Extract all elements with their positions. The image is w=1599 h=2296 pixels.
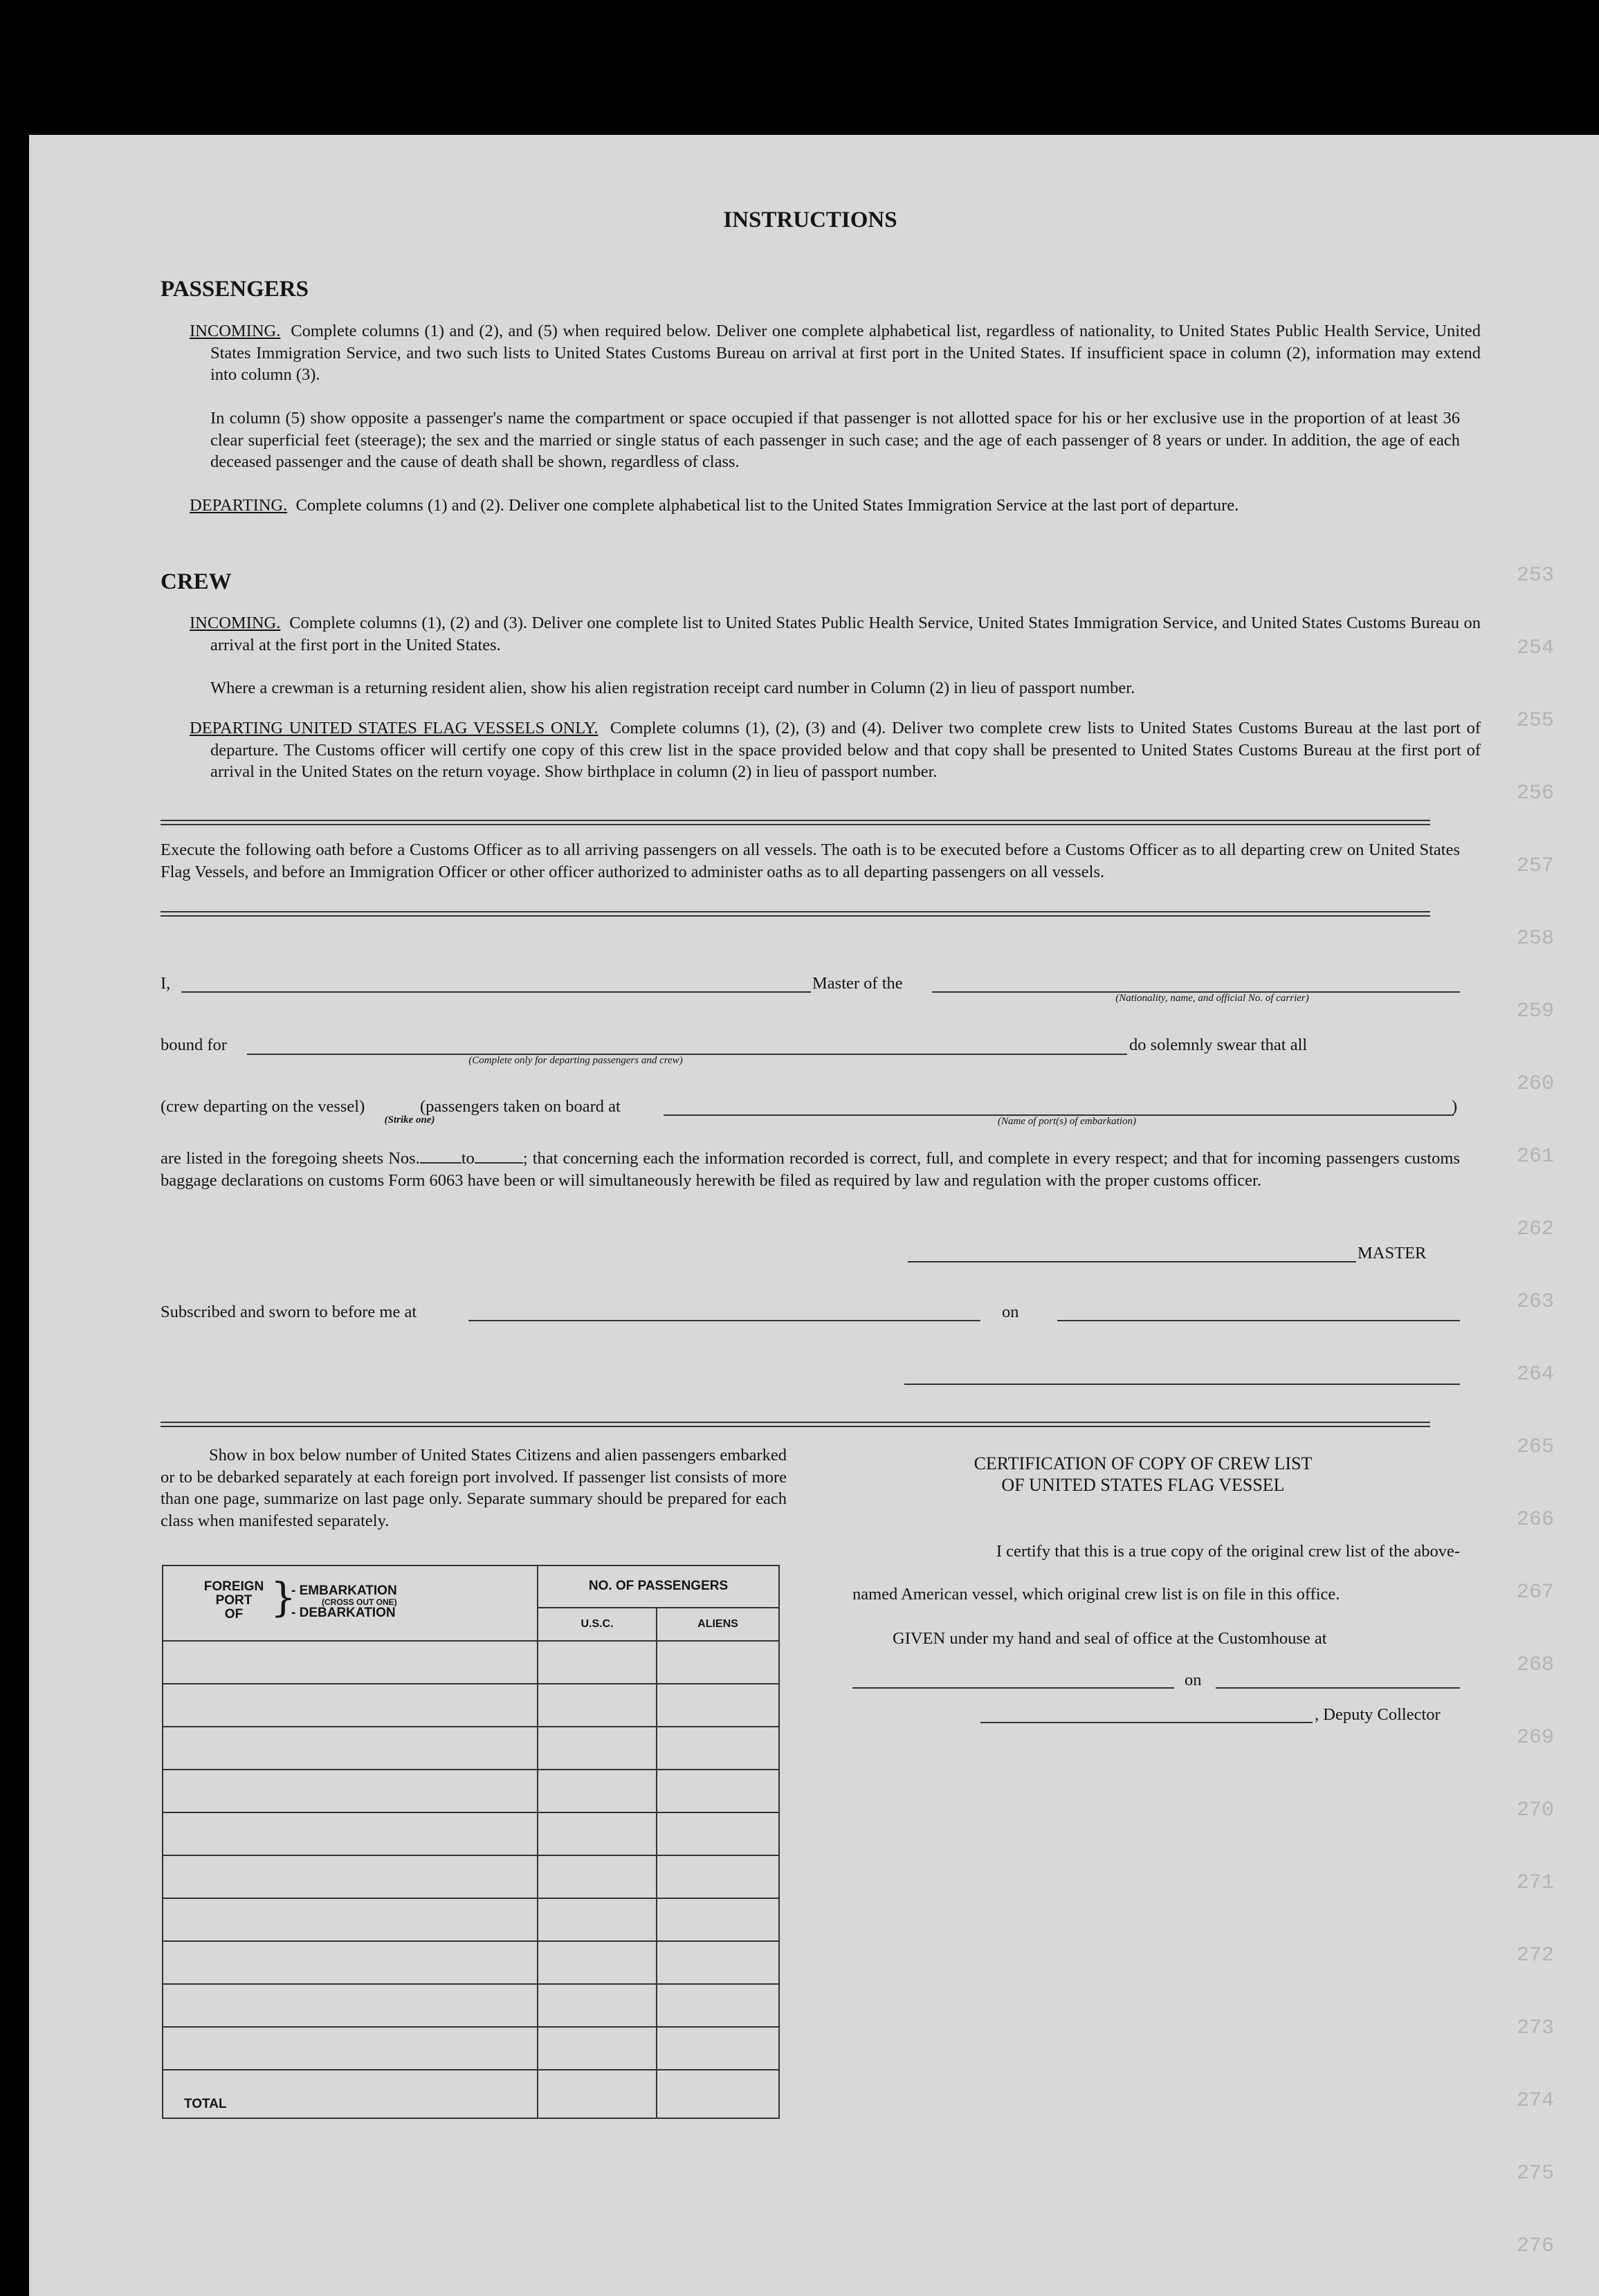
sworn-on-label: on bbox=[1002, 1303, 1019, 1321]
passengers-column5-text: In column (5) show opposite a passenger's name the compartment or space occupied if that passenger is not allotted space for his or her exclusive use in the proportion of at least 36 clear superficial feet (steerage); the sex and the married or single status of each passenger in such case; and the age of each passenger of 8 years or under. In addition, the age of each deceased passenger and the cause of death shall be shown, regardless of class. bbox=[210, 409, 1460, 471]
show-through-number: 260 bbox=[1517, 1072, 1555, 1096]
show-through-number: 272 bbox=[1517, 1944, 1555, 1967]
show-through-number: 274 bbox=[1517, 2089, 1555, 2113]
customhouse-field[interactable] bbox=[852, 1687, 1174, 1689]
aliens-cell[interactable] bbox=[657, 1812, 779, 1855]
show-through-number: 276 bbox=[1517, 2234, 1555, 2258]
oath-i-label: I, bbox=[161, 974, 171, 993]
oath-master-of: Master of the bbox=[812, 974, 903, 993]
rule-double-1 bbox=[161, 820, 1430, 825]
crew-departing bbox=[190, 717, 1481, 783]
oath-passengers-taken: (passengers taken on board at bbox=[420, 1097, 621, 1116]
total-label: TOTAL bbox=[163, 2070, 538, 2118]
table-row bbox=[163, 1941, 779, 1984]
table-row bbox=[163, 1812, 779, 1855]
certification-title-2: OF UNITED STATES FLAG VESSEL bbox=[1001, 1475, 1285, 1495]
aliens-cell[interactable] bbox=[657, 2027, 779, 2070]
aliens-cell[interactable] bbox=[657, 1727, 779, 1770]
oath-listed-to: to bbox=[461, 1149, 475, 1168]
of-label: OF bbox=[224, 1607, 244, 1622]
show-through-number: 270 bbox=[1517, 1799, 1555, 1822]
show-through-number: 275 bbox=[1517, 2162, 1555, 2185]
deputy-signature-field[interactable] bbox=[980, 1722, 1313, 1723]
crew-resident-text: Where a crewman is a returning resident alien, show his alien registration receipt card number in Column (2) in lieu of passport number. bbox=[210, 679, 1135, 697]
master-label: MASTER bbox=[1358, 1244, 1427, 1262]
show-through-number: 269 bbox=[1517, 1726, 1555, 1749]
port-cell[interactable] bbox=[163, 1641, 538, 1684]
show-through-number: 262 bbox=[1517, 1218, 1555, 1241]
port-cell[interactable] bbox=[163, 1898, 538, 1941]
aliens-cell[interactable] bbox=[657, 1641, 779, 1684]
usc-cell[interactable] bbox=[538, 1855, 657, 1898]
show-through-number: 263 bbox=[1517, 1290, 1555, 1314]
port-cell[interactable] bbox=[163, 1984, 538, 2027]
show-through-number: 266 bbox=[1517, 1508, 1555, 1532]
embarkation-label: - EMBARKATION bbox=[291, 1583, 397, 1598]
table-row bbox=[163, 1684, 779, 1727]
port-header-cell bbox=[163, 1565, 538, 1641]
certification-title bbox=[908, 1453, 1378, 1496]
crew-departing-text: Complete columns (1), (2), (3) and (4). Deliver two complete crew lists to United States Customs Bureau at the last port of departure. The Customs officer will certify one copy of this crew list in the space provided below and that copy shall be presented to United States Customs Bureau at the first port of arrival in the United States on the return voyage. Show birthplace in column (2) in lieu of passport number. bbox=[210, 719, 1481, 781]
foreign-label: FOREIGN bbox=[203, 1579, 264, 1594]
usc-cell[interactable] bbox=[538, 1727, 657, 1770]
passengers-incoming-label: INCOMING. bbox=[190, 322, 281, 340]
certify-on-label: on bbox=[1185, 1671, 1202, 1689]
usc-total-cell[interactable] bbox=[538, 2070, 657, 2118]
sworn-place-field[interactable] bbox=[468, 1320, 980, 1321]
oath-crew-departing: (crew departing on the vessel) bbox=[161, 1097, 365, 1116]
table-row bbox=[163, 1898, 779, 1941]
passengers-heading: PASSENGERS bbox=[161, 277, 309, 302]
oath-bound-for: bound for bbox=[161, 1036, 227, 1054]
table-row bbox=[163, 1770, 779, 1812]
crew-incoming bbox=[190, 612, 1481, 656]
show-through-number: 259 bbox=[1517, 1000, 1555, 1023]
master-signature-field[interactable] bbox=[908, 1261, 1356, 1262]
carrier-caption: (Nationality, name, and official No. of carrier) bbox=[1115, 993, 1309, 1004]
aliens-cell[interactable] bbox=[657, 1770, 779, 1812]
oath-listed-a: are listed in the foregoing sheets Nos. bbox=[161, 1149, 420, 1168]
aliens-cell[interactable] bbox=[657, 1684, 779, 1727]
show-through-number: 257 bbox=[1517, 854, 1555, 878]
table-row bbox=[163, 1984, 779, 2027]
certify-line-1: I certify that this is a true copy of the original crew list of the above- bbox=[996, 1542, 1460, 1561]
passenger-summary-table bbox=[162, 1565, 780, 2119]
show-through-number: 254 bbox=[1517, 636, 1555, 660]
master-name-field[interactable] bbox=[181, 991, 811, 993]
table-row bbox=[163, 1855, 779, 1898]
usc-cell[interactable] bbox=[538, 1812, 657, 1855]
cross-out-label: (CROSS OUT ONE) bbox=[322, 1597, 397, 1607]
crew-departing-label: DEPARTING UNITED STATES FLAG VESSELS ONLY. bbox=[190, 719, 599, 737]
aliens-cell[interactable] bbox=[657, 1984, 779, 2027]
strike-one-caption: (Strike one) bbox=[384, 1114, 435, 1126]
passengers-departing-text: Complete columns (1) and (2). Deliver one complete alphabetical list to the United States Immigration Service at the last port of departure. bbox=[295, 496, 1239, 515]
usc-cell[interactable] bbox=[538, 1898, 657, 1941]
show-through-number: 264 bbox=[1517, 1363, 1555, 1386]
total-row bbox=[163, 2070, 779, 2118]
table-row bbox=[163, 1641, 779, 1684]
passengers-incoming-text: Complete columns (1) and (2), and (5) when required below. Deliver one complete alphabetical list, regardless of nationality, to United States Public Health Service, United States Immigration Service, and two such lists to United States Customs Bureau on arrival at first port in the United States. If insufficient space in column (2), information may extend into column (3). bbox=[210, 322, 1481, 384]
usc-cell[interactable] bbox=[538, 1770, 657, 1812]
oath-listed bbox=[161, 1148, 1460, 1191]
passengers-incoming bbox=[190, 320, 1481, 386]
certify-line-2: named American vessel, which original crew list is on file in this office. bbox=[852, 1585, 1340, 1604]
passengers-departing-label: DEPARTING. bbox=[190, 496, 288, 515]
show-through-number: 256 bbox=[1517, 782, 1555, 805]
port-label: PORT bbox=[215, 1593, 253, 1608]
ports-caption: (Name of port(s) of embarkation) bbox=[998, 1116, 1136, 1127]
no-passengers-header: NO. OF PASSENGERS bbox=[538, 1565, 779, 1608]
sworn-date-field[interactable] bbox=[1057, 1320, 1460, 1321]
bound-for-caption: (Complete only for departing passengers and crew) bbox=[468, 1055, 683, 1066]
show-through-number: 261 bbox=[1517, 1145, 1555, 1168]
crew-incoming-text: Complete columns (1), (2) and (3). Deliver one complete list to United States Public Health Service, United States Immigration Service, and United States Customs Bureau on arrival at the first port in the United States. bbox=[210, 614, 1481, 654]
oath-intro: Execute the following oath before a Customs Officer as to all arriving passengers on all vessels. The oath is to be executed before a Customs Officer as to all departing crew on United States Flag Vessels, and before an Immigration Officer or other officer authorized to administer oaths as to all departing passengers on all vessels. bbox=[161, 841, 1460, 881]
brace-icon: } bbox=[271, 1574, 296, 1621]
show-through-number: 268 bbox=[1517, 1653, 1555, 1677]
show-through-number: 273 bbox=[1517, 2017, 1555, 2040]
usc-header: U.S.C. bbox=[538, 1608, 657, 1641]
show-through-number: 253 bbox=[1517, 564, 1555, 587]
usc-cell[interactable] bbox=[538, 1641, 657, 1684]
rule-double-2 bbox=[161, 911, 1430, 917]
aliens-header: ALIENS bbox=[657, 1608, 779, 1641]
table-row bbox=[163, 1727, 779, 1770]
page-title: INSTRUCTIONS bbox=[723, 208, 897, 232]
port-header-stack bbox=[192, 1580, 275, 1622]
sheet-from-field[interactable] bbox=[420, 1162, 462, 1164]
usc-cell[interactable] bbox=[538, 1984, 657, 2027]
show-through-number: 258 bbox=[1517, 927, 1555, 950]
given-line: GIVEN under my hand and seal of office at the Customhouse at bbox=[893, 1629, 1327, 1648]
crew-incoming-label: INCOMING. bbox=[190, 614, 281, 632]
rule-double-3 bbox=[161, 1422, 1430, 1427]
aliens-cell[interactable] bbox=[657, 1855, 779, 1898]
aliens-total-cell[interactable] bbox=[657, 2070, 779, 2118]
subscribed-label: Subscribed and sworn to before me at bbox=[161, 1303, 417, 1321]
port-cell[interactable] bbox=[163, 1855, 538, 1898]
deputy-collector-label: , Deputy Collector bbox=[1315, 1705, 1441, 1724]
passengers-departing bbox=[190, 495, 1481, 517]
show-through-number: 267 bbox=[1517, 1581, 1555, 1604]
show-through-number: 271 bbox=[1517, 1871, 1555, 1895]
usc-cell[interactable] bbox=[538, 1941, 657, 1984]
certification-title-1: CERTIFICATION OF COPY OF CREW LIST bbox=[974, 1453, 1313, 1473]
certify-date-field[interactable] bbox=[1216, 1687, 1460, 1689]
oath-close-paren: ) bbox=[1452, 1097, 1458, 1116]
table-row bbox=[163, 2027, 779, 2070]
oath-swear: do solemnly swear that all bbox=[1129, 1036, 1308, 1054]
port-cell[interactable] bbox=[163, 1727, 538, 1770]
usc-cell[interactable] bbox=[538, 2027, 657, 2070]
port-cell[interactable] bbox=[163, 1812, 538, 1855]
show-through-number: 265 bbox=[1517, 1435, 1555, 1459]
sheet-to-field[interactable] bbox=[475, 1162, 523, 1164]
embark-stack bbox=[291, 1584, 397, 1620]
usc-cell[interactable] bbox=[538, 1684, 657, 1727]
port-cell[interactable] bbox=[163, 1770, 538, 1812]
officer-signature-field[interactable] bbox=[904, 1384, 1460, 1385]
oath-listed-b: ; that concerning each the information recorded is correct, full, and complete in every respect; and that for incoming passengers customs baggage declarations on customs Form 6063 have been or will simultaneously herewith be filed as required by law and regulation with the proper customs officer. bbox=[161, 1149, 1460, 1190]
show-through-number: 255 bbox=[1517, 709, 1555, 733]
aliens-cell[interactable] bbox=[657, 1898, 779, 1941]
crew-heading: CREW bbox=[161, 569, 232, 594]
port-cell[interactable] bbox=[163, 2027, 538, 2070]
port-cell[interactable] bbox=[163, 1941, 538, 1984]
document-page bbox=[29, 135, 1599, 2296]
debarkation-label: - DEBARKATION bbox=[291, 1606, 396, 1620]
port-cell[interactable] bbox=[163, 1684, 538, 1727]
summary-text: Show in box below number of United States Citizens and alien passengers embarked or to be debarked separately at each foreign port involved. If passenger list consists of more than one page, summarize on last page only. Separate summary should be prepared for each class when manifested separately. bbox=[161, 1446, 787, 1530]
aliens-cell[interactable] bbox=[657, 1941, 779, 1984]
